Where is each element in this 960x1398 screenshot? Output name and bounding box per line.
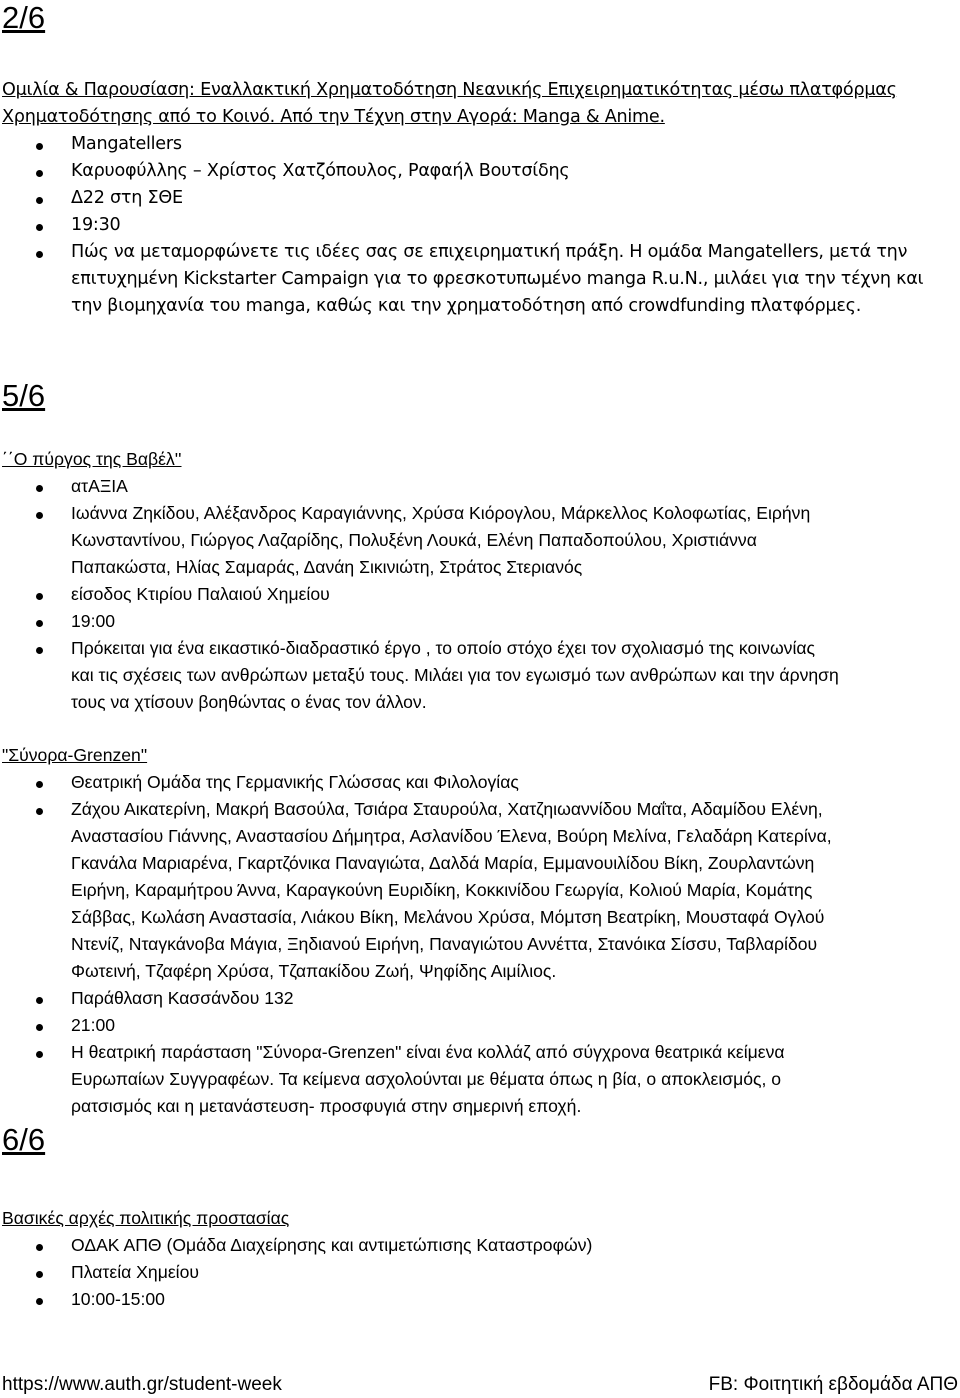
day-heading-5-6: 5/6 [2, 378, 46, 413]
bullet-speakers: Καρυοφύλλης – Χρίστος Χατζόπουλος, Ραφαήλ Βουτσίδης [71, 161, 570, 181]
bullet-dot [36, 197, 43, 204]
event-title: ΄΄Ο πύργος της Βαβέλ'' [2, 449, 182, 469]
footer-website-link[interactable]: https://www.auth.gr/student-week [2, 1374, 282, 1395]
bullet-location: Πλατεία Χημείου [71, 1262, 199, 1282]
bullet-participants-line: Φωτεινή, Τζαφέρη Χρύσα, Τζαπακίδου Ζωή, Ψηφίδης Αιμίλιος. [71, 961, 557, 981]
bullet-participants-line: Ειρήνη, Καραμήτρου Άννα, Καραγκούνη Ευριδίκη, Κοκκινίδου Γεωργία, Κολιού Μαρία, Κομάτης [71, 880, 813, 900]
bullet-dot [36, 1298, 43, 1305]
bullet-description-line: την βιομηχανία του manga, καθώς και την χρηματοδότηση από crowdfunding πλατφόρμες. [71, 296, 862, 316]
event-title-line-2: Χρηματοδότησης από το Κοινό. Από την Τέχνη στην Αγορά: Manga & Anime. [2, 107, 665, 127]
day-heading-6-6: 6/6 [2, 1122, 46, 1157]
bullet-dot [36, 1244, 43, 1251]
bullet-dot [36, 647, 43, 654]
bullet-organizer: Mangatellers [71, 134, 182, 154]
bullet-dot [36, 620, 43, 627]
bullet-location: Δ22 στη ΣΘΕ [71, 188, 183, 208]
day-heading-2-6: 2/6 [2, 0, 46, 35]
bullet-participants-line: Παπακώστα, Ηλίας Σαμαράς, Δανάη Σικινιώτη, Στράτος Στεριανός [71, 557, 583, 577]
bullet-dot [36, 1271, 43, 1278]
bullet-time: 19:30 [71, 215, 121, 235]
bullet-description-line: τους να χτίσουν βοηθώντας ο ένας τον άλλον. [71, 692, 427, 712]
bullet-dot [36, 143, 43, 150]
bullet-time: 19:00 [71, 611, 116, 631]
bullet-participants-line: Σάββας, Κωλάση Αναστασία, Λιάκου Βίκη, Μελάνου Χρύσα, Μόμτση Βεατρίκη, Μουσταφά Ογλού [71, 907, 825, 927]
event-title: Βασικές αρχές πολιτικής προστασίας [2, 1208, 290, 1228]
bullet-dot [36, 1024, 43, 1031]
bullet-participants-line: Κωνσταντίνου, Γιώργος Λαζαρίδης, Πολυξένη Λουκά, Ελένη Παπαδοπούλου, Χριστιάννα [71, 530, 757, 550]
bullet-description-line: Πώς να μεταμορφώνετε τις ιδέες σας σε επιχειρηματική πράξη. Η ομάδα Mangatellers, μετά την [71, 242, 908, 262]
bullet-organizer: Θεατρική Ομάδα της Γερμανικής Γλώσσας και Φιλολογίας [71, 772, 519, 792]
bullet-description-line: Η θεατρική παράσταση "Σύνορα-Grenzen" είναι ένα κολλάζ από σύγχρονα θεατρικά κείμενα [71, 1042, 785, 1062]
bullet-participants-line: Ζάχου Αικατερίνη, Μακρή Βασούλα, Τσιάρα Σταυρούλα, Χατζηιωαννίδου Μαΐτα, Αδαμίδου Ελένη, [71, 799, 823, 819]
bullet-dot [36, 224, 43, 231]
bullet-participants-line: Αναστασίου Γιάννης, Αναστασίου Δήμητρα, Ασλανίδου Έλενα, Βούρη Μελίνα, Γελαδάρη Κατερίνα, [71, 826, 832, 846]
bullet-dot [36, 593, 43, 600]
bullet-organizer: ΟΔΑΚ ΑΠΘ (Ομάδα Διαχείρησης και αντιμετώπισης Καταστροφών) [71, 1235, 593, 1255]
bullet-dot [36, 251, 43, 258]
bullet-organizer: ατΑΞΙΑ [71, 476, 128, 496]
bullet-dot [36, 485, 43, 492]
bullet-time: 21:00 [71, 1015, 116, 1035]
bullet-dot [36, 781, 43, 788]
bullet-description-line: και τις σχέσεις των ανθρώπων μεταξύ τους. Μιλάει για τον εγωισμό των ανθρώπων και την άρνηση [71, 665, 839, 685]
bullet-participants-line: Ιωάννα Ζηκίδου, Αλέξανδρος Καραγιάννης, Χρύσα Κιόρογλου, Μάρκελλος Κολοφωτίας, Ειρήνη [71, 503, 811, 523]
bullet-location: Παράθλαση Κασσάνδου 132 [71, 988, 294, 1008]
bullet-participants-line: Ντενίζ, Νταγκάνοβα Μάγια, Ξηδιανού Ειρήνη, Παναγιώτου Αννέττα, Στανόικα Σίσσυ, Ταβλαρίδου [71, 934, 818, 954]
bullet-dot [36, 1051, 43, 1058]
bullet-description-line: επιτυχημένη Kickstarter Campaign για το φρεσκοτυπωμένο manga R.u.N., μιλάει για την τέχνη και [71, 269, 924, 289]
bullet-time: 10:00-15:00 [71, 1289, 165, 1309]
bullet-description-line: Ευρωπαίων Συγγραφέων. Τα κείμενα ασχολούνται με θέματα όπως η βία, ο αποκλεισμός, ο [71, 1069, 782, 1089]
footer-facebook-label: FB: Φοιτητική εβδομάδα ΑΠΘ [708, 1374, 958, 1395]
event-title: "Σύνορα-Grenzen" [2, 745, 148, 765]
bullet-dot [36, 997, 43, 1004]
bullet-description-line: ρατσισμός και η μετανάστευση- προσφυγιά στην σημερινή εποχή. [71, 1096, 582, 1116]
bullet-location: είσοδος Κτιρίου Παλαιού Χημείου [71, 584, 330, 604]
bullet-participants-line: Γκανάλα Μαριαρένα, Γκαρτζόνικα Παναγιώτα, Δαλδά Μαρία, Εμμανουιλίδου Βίκη, Ζουρλαντώνη [71, 853, 815, 873]
bullet-dot [36, 512, 43, 519]
event-title-line-1: Ομιλία & Παρουσίαση: Εναλλακτική Χρηματοδότηση Νεανικής Επιχειρηματικότητας μέσω πλατφόρμας [2, 80, 897, 100]
bullet-dot [36, 170, 43, 177]
bullet-description-line: Πρόκειται για ένα εικαστικό-διαδραστικό έργο , το οποίο στόχο έχει τον σχολιασμό της κοινωνίας [71, 638, 816, 658]
bullet-dot [36, 808, 43, 815]
